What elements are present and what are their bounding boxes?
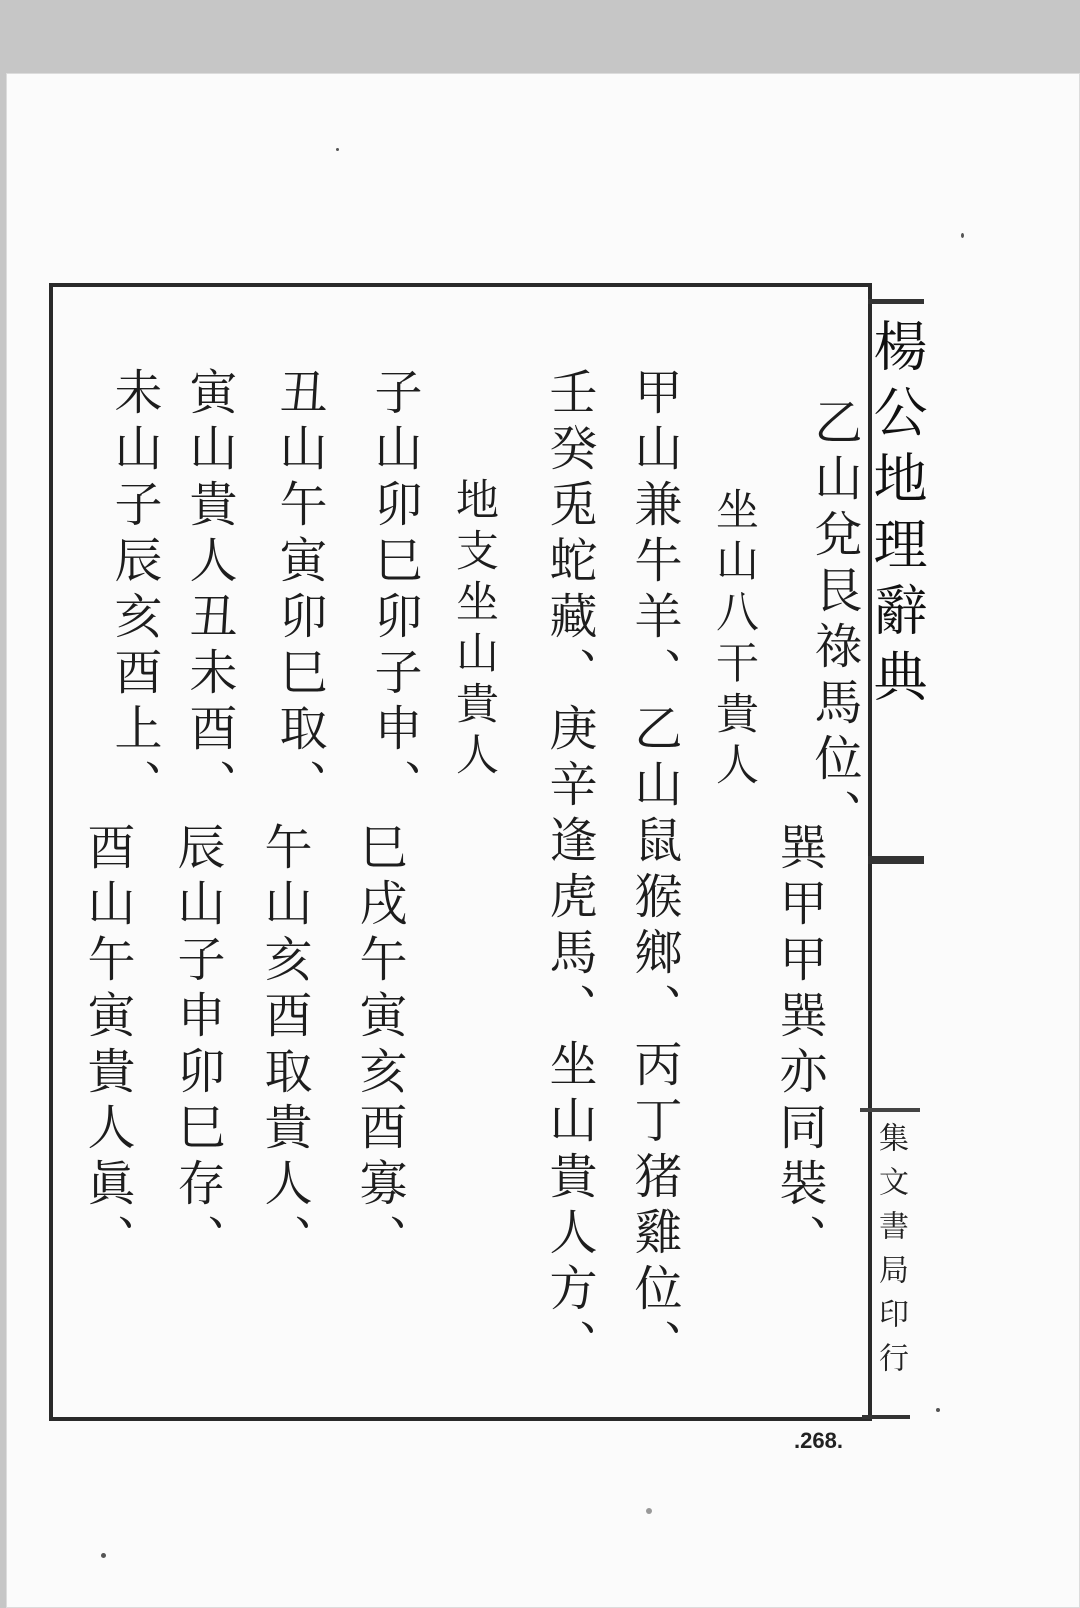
text-column-7: 丑山午寅卯巳取、 bbox=[271, 367, 327, 815]
section-heading-1: 坐山八干貴人 bbox=[709, 487, 759, 793]
book-title: 楊公地理辭典 bbox=[865, 318, 928, 714]
scan-speck bbox=[101, 1553, 106, 1558]
text-column-4: 壬癸兎蛇藏、庚辛逢虎馬、坐山貴人方、 bbox=[541, 367, 597, 1375]
text-column-1: 乙山兌艮祿馬位、 bbox=[806, 397, 862, 845]
publisher-block bbox=[860, 1108, 920, 1414]
scan-speck bbox=[936, 1408, 940, 1412]
text-column-8b: 辰山子申卯巳存、 bbox=[169, 822, 225, 1270]
text-column-7b: 午山亥酉取貴人、 bbox=[256, 822, 312, 1270]
text-column-8: 寅山貴人丑未酉、 bbox=[181, 367, 237, 815]
text-column-3: 甲山兼牛羊、乙山鼠猴鄉、丙丁猪雞位、 bbox=[626, 367, 682, 1375]
page-number: .268. bbox=[794, 1428, 843, 1453]
margin-rule bbox=[862, 1415, 910, 1419]
book-title-header bbox=[865, 299, 928, 864]
text-column-1b: 巽甲甲巽亦同裝、 bbox=[771, 822, 827, 1270]
scan-speck bbox=[961, 233, 964, 238]
text-column-9b: 酉山午寅貴人眞、 bbox=[79, 822, 135, 1270]
publisher-imprint: 集文書局印行 bbox=[873, 1122, 908, 1386]
section-heading-2: 地支坐山貴人 bbox=[449, 477, 499, 783]
scan-speck bbox=[336, 148, 339, 151]
text-column-6: 子山卯巳卯子申、 bbox=[366, 367, 422, 815]
text-column-9: 未山子辰亥酉上、 bbox=[106, 367, 162, 815]
scan-speck bbox=[646, 1508, 652, 1514]
text-column-6b: 巳戌午寅亥酉寡、 bbox=[351, 822, 407, 1270]
text-frame bbox=[49, 283, 872, 1421]
book-page bbox=[6, 73, 1080, 1608]
